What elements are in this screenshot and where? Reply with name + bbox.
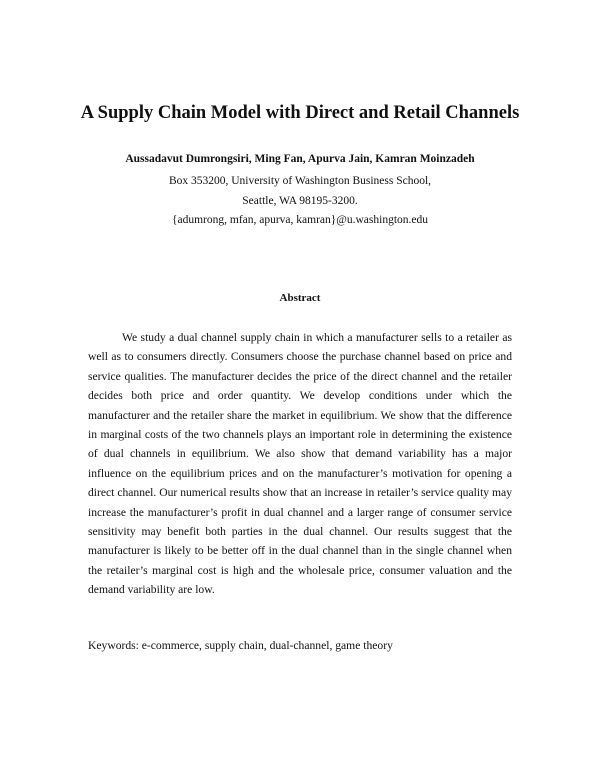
author-list: Aussadavut Dumrongsiri, Ming Fan, Apurva Jain, Kamran Moinzadeh [125, 153, 475, 165]
keywords-line: Keywords: e-commerce, supply chain, dual-channel, game theory [88, 639, 393, 652]
affiliation-city: Seattle, WA 98195-3200. [242, 195, 358, 207]
abstract-heading: Abstract [279, 292, 321, 304]
abstract-text: We study a dual channel supply chain in which a manufacturer sells to a retailer as well as to consumers directly. Consumers choose the purchase channel based on price and service qualities. The manufacturer decides the price of the direct channel and the retailer decides both price and order quantity. We develop conditions under which the manufacturer and the retailer share the market in equilibrium. We show that the difference in marginal costs of the two channels plays an important role in determining the existence of dual channels in equilibrium. We also show that demand variability has a major influence on the equilibrium prices and on the manufacturer’s motivation for opening a direct channel. Our numerical results show that an increase in retailer’s service quality may increase the manufacturer’s profit in dual channel and a larger range of consumer service sensitivity may benefit both parties in the dual channel. Our results suggest that the manufacturer is likely to be better off in the dual channel than in the single channel when the retailer’s marginal cost is high and the wholesale price, consumer valuation and the demand variability are low. [88, 331, 512, 597]
affiliation-address: Box 353200, University of Washington Business School, [168, 175, 432, 187]
paper-title: A Supply Chain Model with Direct and Retail Channels [80, 103, 520, 123]
author-emails: {adumrong, mfan, apurva, kamran}@u.washington.edu [171, 214, 429, 226]
